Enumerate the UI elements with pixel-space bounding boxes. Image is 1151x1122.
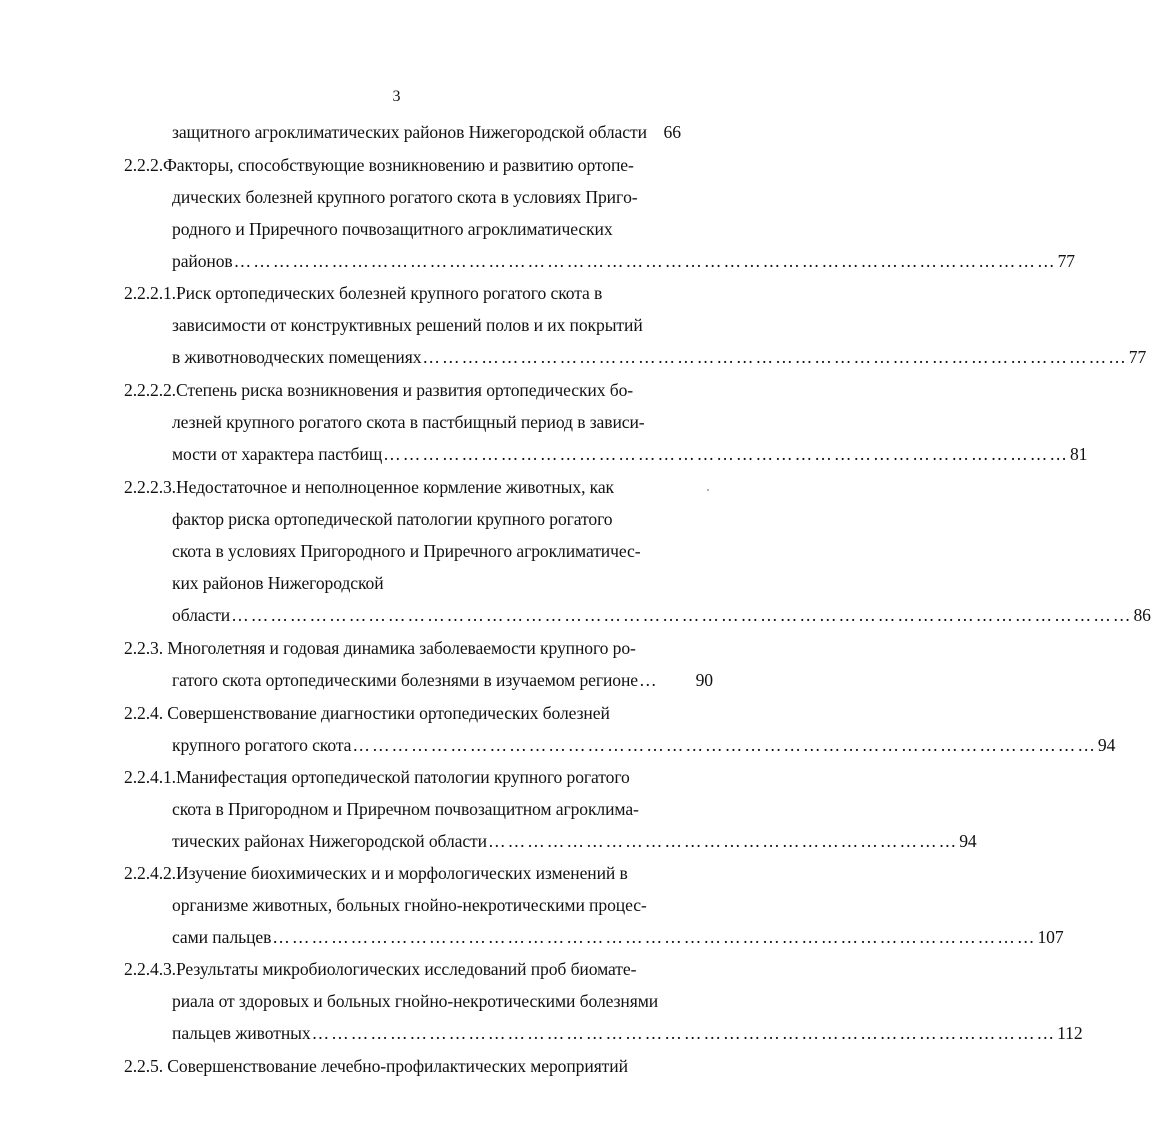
toc-line: скота в условиях Пригородного и Приречного агроклиматичес- xyxy=(172,541,641,561)
toc-line: зависимости от конструктивных решений полов и их покрытий xyxy=(172,315,643,335)
page-number: 3 xyxy=(392,88,401,105)
toc-entry-title: 2.2.4.1.Манифестация ортопедической патологии крупного рогатого xyxy=(124,767,630,787)
toc-entry-title: 2.2.2.2.Степень риска возникновения и развития ортопедических бо- xyxy=(124,380,634,400)
toc-entry-title: 2.2.4. Совершенствование диагностики ортопедических болезней xyxy=(124,703,610,723)
toc-page-number: 81 xyxy=(1069,444,1088,464)
toc-line-with-leader xyxy=(172,668,713,692)
toc-entry-title: 2.2.4.3.Результаты микробиологических исследований проб биомате- xyxy=(124,959,637,979)
toc-line: риала от здоровых и больных гнойно-некротическими болезнями xyxy=(172,991,659,1011)
scan-speck xyxy=(707,489,709,491)
toc-line xyxy=(172,120,681,144)
toc-entry-title: 2.2.2.1.Риск ортопедических болезней крупного рогатого скота в xyxy=(124,283,603,303)
toc-page-number: 86 xyxy=(1133,605,1151,625)
toc-line-with-leader xyxy=(172,1021,1083,1045)
toc-line: ких районов Нижегородской xyxy=(172,573,384,593)
toc-line-with-leader xyxy=(172,249,1075,273)
toc-line-text: районов xyxy=(172,251,233,271)
dot-leader: ……………………………………………………………………………………………………… xyxy=(272,927,1037,947)
toc-line-text: крупного рогатого скота xyxy=(172,735,352,755)
toc-page-number: 66 xyxy=(663,122,681,142)
dot-leader: ……………………………………………………………………………………………………………… xyxy=(233,251,1057,271)
toc-entry-title: 2.2.4.2.Изучение биохимических и и морфологических изменений в xyxy=(124,863,628,883)
toc-line-with-leader xyxy=(172,925,1064,949)
toc-page-number: 107 xyxy=(1037,927,1064,947)
toc-line: лезней крупного рогатого скота в пастбищный период в зависи- xyxy=(172,412,645,432)
toc-page-number: 77 xyxy=(1128,347,1147,367)
toc-entry-title: 2.2.2.3.Недостаточное и неполноценное кормление животных, как xyxy=(124,477,615,497)
toc-line-text: защитного агроклиматических районов Нижегородской области xyxy=(172,122,647,142)
toc-line: дических болезней крупного рогатого скота в условиях Пригo- xyxy=(172,187,638,207)
dot-leader: …………………………………………………………………………………………… xyxy=(383,444,1069,464)
toc-page-number: 77 xyxy=(1057,251,1075,271)
toc-page-number: 90 xyxy=(695,670,713,690)
toc-entry-title: 2.2.2.Факторы, способствующие возникновению и развитию ортопе- xyxy=(124,155,634,175)
toc-line: скота в Пригородном и Приречном почвозащитном агроклима- xyxy=(172,799,639,819)
toc-line-text: области xyxy=(172,605,231,625)
toc-line: фактор риска ортопедической патологии крупного рогатого xyxy=(172,509,613,529)
toc-page-number: 94 xyxy=(959,831,977,851)
toc-line-with-leader xyxy=(172,733,1116,757)
toc-line-with-leader xyxy=(172,442,1088,466)
toc-line-text: мости от характера пастбищ xyxy=(172,444,383,464)
dot-leader: … xyxy=(639,670,659,690)
toc-entry-title: 2.2.3. Многолетняя и годовая динамика заболеваемости крупного ро- xyxy=(124,638,636,658)
toc-page-number: 94 xyxy=(1097,735,1116,755)
toc-line-text: в животноводческих помещениях xyxy=(172,347,422,367)
toc-line-text: пальцев животных xyxy=(172,1023,311,1043)
toc-line: родного и Приречного почвозащитного агроклиматических xyxy=(172,219,613,239)
dot-leader: ……………………………………………………………………………………………… xyxy=(422,347,1128,367)
toc-line-text: тических районах Нижегородской области xyxy=(172,831,487,851)
toc-page-number: 112 xyxy=(1057,1023,1083,1043)
toc-line-with-leader xyxy=(172,603,1151,627)
dot-leader: ……………………………………………………………… xyxy=(487,831,959,851)
dot-leader: ………………………………………………………………………………………………………………………… xyxy=(231,605,1133,625)
toc-line: организме животных, больных гнойно-некротическими процес- xyxy=(172,895,647,915)
toc-line-text: сами пальцев xyxy=(172,927,272,947)
toc-line-text: гатого скота ортопедическими болезнями в изучаемом регионе xyxy=(172,670,639,690)
toc-line-with-leader xyxy=(172,829,977,853)
dot-leader: …………………………………………………………………………………………………… xyxy=(352,735,1097,755)
dot-leader: …………………………………………………………………………………………………… xyxy=(311,1023,1057,1043)
toc-line-with-leader xyxy=(172,345,1147,369)
toc-entry-title: 2.2.5. Совершенствование лечебно-профилактических мероприятий xyxy=(124,1056,628,1076)
